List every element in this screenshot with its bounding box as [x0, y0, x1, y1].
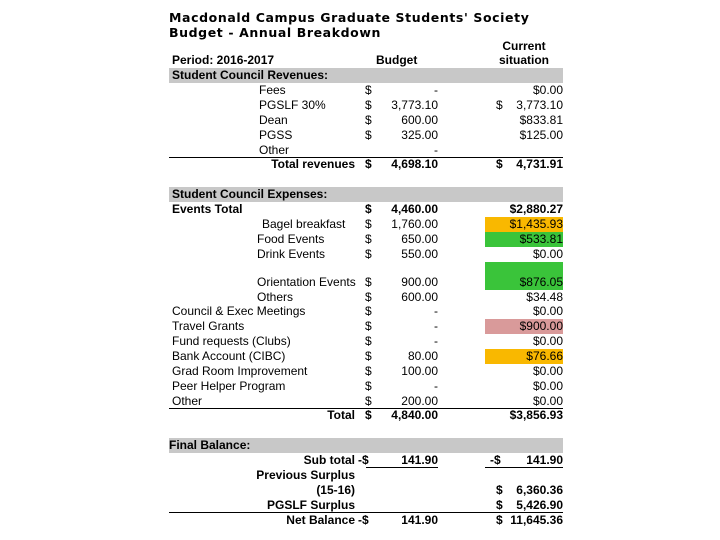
expense-label: Council & Exec Meetings — [172, 304, 306, 318]
net-balance-current: 11,645.36 — [510, 513, 563, 527]
event-current: $876.05 — [519, 275, 563, 289]
revenue-dollar: $ — [365, 98, 372, 112]
event-budget: 900.00 — [401, 275, 438, 289]
revenue-label: Other — [259, 143, 290, 157]
revenue-budget: - — [434, 83, 438, 97]
expense-dollar: $ — [365, 304, 372, 318]
document-title: Macdonald Campus Graduate Students' Society Budget - Annual Breakdown — [169, 10, 530, 40]
event-label: Bagel breakfast — [262, 217, 346, 231]
event-current: $34.48 — [526, 290, 563, 304]
expense-budget: 100.00 — [401, 364, 438, 378]
events-total-current: $2,880.27 — [509, 202, 563, 216]
total-revenues-label: Total revenues — [271, 157, 355, 171]
revenue-dollar: $ — [365, 128, 372, 142]
total-revenues-dollar: $ — [365, 157, 372, 171]
expense-current: $0.00 — [532, 364, 563, 378]
expense-budget: 200.00 — [401, 394, 438, 408]
revenue-current — [483, 143, 563, 158]
expense-dollar: $ — [365, 379, 372, 393]
revenue-current: $125.00 — [519, 128, 563, 142]
expense-label: Grad Room Improvement — [172, 364, 308, 378]
revenue-label: PGSLF 30% — [259, 98, 326, 112]
budget-column-header: Budget — [376, 53, 418, 67]
subtotal-current-dollar: -$ — [490, 453, 501, 467]
expense-label: Fund requests (Clubs) — [172, 334, 291, 348]
expense-label: Travel Grants — [172, 319, 245, 333]
subtotal-current-rule — [485, 467, 563, 468]
pgslf-surplus-value: 5,426.90 — [516, 498, 563, 512]
expense-budget: - — [434, 334, 438, 348]
previous-surplus-label-line2: (15-16) — [316, 483, 355, 497]
revenue-current: 3,773.10 — [516, 98, 563, 112]
revenue-budget: - — [434, 143, 438, 157]
expense-current: $0.00 — [532, 334, 563, 348]
subtotal-current: 141.90 — [526, 453, 563, 467]
previous-surplus-label-line1: Previous Surplus — [256, 468, 355, 482]
subtotal-dollar: -$ — [358, 453, 369, 467]
event-budget: 550.00 — [401, 247, 438, 261]
period-label: Period: 2016-2017 — [172, 53, 275, 67]
expenses-total-dollar: $ — [365, 408, 372, 422]
expenses-total-budget: 4,840.00 — [391, 408, 438, 422]
event-budget: 600.00 — [401, 290, 438, 304]
revenues-section-label: Student Council Revenues: — [172, 68, 329, 82]
previous-surplus-value: 6,360.36 — [516, 483, 563, 497]
subtotal-label: Sub total — [303, 453, 355, 467]
event-dollar: $ — [365, 275, 372, 289]
pgslf-surplus-dollar: $ — [496, 498, 503, 512]
expense-dollar: $ — [365, 349, 372, 363]
expense-budget: - — [434, 379, 438, 393]
event-current: $1,435.93 — [509, 217, 563, 231]
expense-current: $0.00 — [532, 379, 563, 393]
expense-current: $0.00 — [532, 394, 563, 408]
event-current: $533.81 — [519, 232, 563, 246]
event-label: Others — [257, 290, 294, 304]
net-balance-dollar: -$ — [358, 513, 369, 527]
net-balance-current-dollar: $ — [496, 513, 503, 527]
revenue-label: Dean — [259, 113, 288, 127]
revenue-dollar: $ — [365, 113, 372, 127]
expense-dollar: $ — [365, 319, 372, 333]
revenue-current-dollar: $ — [496, 98, 503, 112]
expense-current: $900.00 — [519, 319, 563, 333]
event-dollar: $ — [365, 232, 372, 246]
revenue-current: $0.00 — [532, 83, 563, 97]
event-current: $0.00 — [532, 247, 563, 261]
revenue-dollar: $ — [365, 83, 372, 97]
total-revenues-budget: 4,698.10 — [391, 157, 438, 171]
total-revenues-current-dollar: $ — [496, 157, 503, 171]
expenses-section-label: Student Council Expenses: — [172, 187, 328, 201]
event-budget: 650.00 — [401, 232, 438, 246]
expense-label: Peer Helper Program — [172, 379, 286, 393]
pgslf-surplus-label: PGSLF Surplus — [266, 498, 355, 512]
expense-label: Other — [172, 394, 203, 408]
expense-current: $76.66 — [526, 349, 563, 363]
expenses-total-current: $3,856.93 — [509, 408, 563, 422]
event-budget: 1,760.00 — [391, 217, 438, 231]
event-dollar: $ — [365, 247, 372, 261]
revenue-budget: 325.00 — [401, 128, 438, 142]
revenue-current: $833.81 — [519, 113, 563, 127]
revenue-budget: 3,773.10 — [391, 98, 438, 112]
previous-surplus-dollar: $ — [496, 483, 503, 497]
current-column-header-line1: Current — [502, 39, 546, 53]
final-balance-label: Final Balance: — [169, 438, 251, 452]
expense-dollar: $ — [365, 394, 372, 408]
subtotal-budget-rule — [366, 467, 438, 468]
revenue-label: Fees — [259, 83, 286, 97]
expense-current: $0.00 — [532, 304, 563, 318]
net-balance-label: Net Balance — [286, 513, 355, 527]
net-balance-budget: 141.90 — [401, 513, 438, 527]
expense-budget: - — [434, 304, 438, 318]
events-total-budget: 4,460.00 — [391, 202, 438, 216]
event-dollar: $ — [365, 217, 372, 231]
revenue-dollar — [365, 143, 377, 158]
expense-budget: - — [434, 319, 438, 333]
events-total-label: Events Total — [172, 202, 243, 216]
expense-label: Bank Account (CIBC) — [172, 349, 286, 363]
events-total-dollar: $ — [365, 202, 372, 216]
expense-budget: 80.00 — [407, 349, 438, 363]
subtotal-budget: 141.90 — [401, 453, 438, 467]
expenses-total-label: Total — [327, 408, 355, 422]
current-column-header-line2: situation — [499, 53, 549, 67]
event-label: Food Events — [257, 232, 325, 246]
revenue-label: PGSS — [259, 128, 293, 142]
event-label: Drink Events — [257, 247, 326, 261]
event-dollar: $ — [365, 290, 372, 304]
revenue-budget: 600.00 — [401, 113, 438, 127]
expense-dollar: $ — [365, 364, 372, 378]
event-label: Orientation Events — [257, 275, 356, 289]
total-revenues-current: 4,731.91 — [516, 157, 563, 171]
expense-dollar: $ — [365, 334, 372, 348]
